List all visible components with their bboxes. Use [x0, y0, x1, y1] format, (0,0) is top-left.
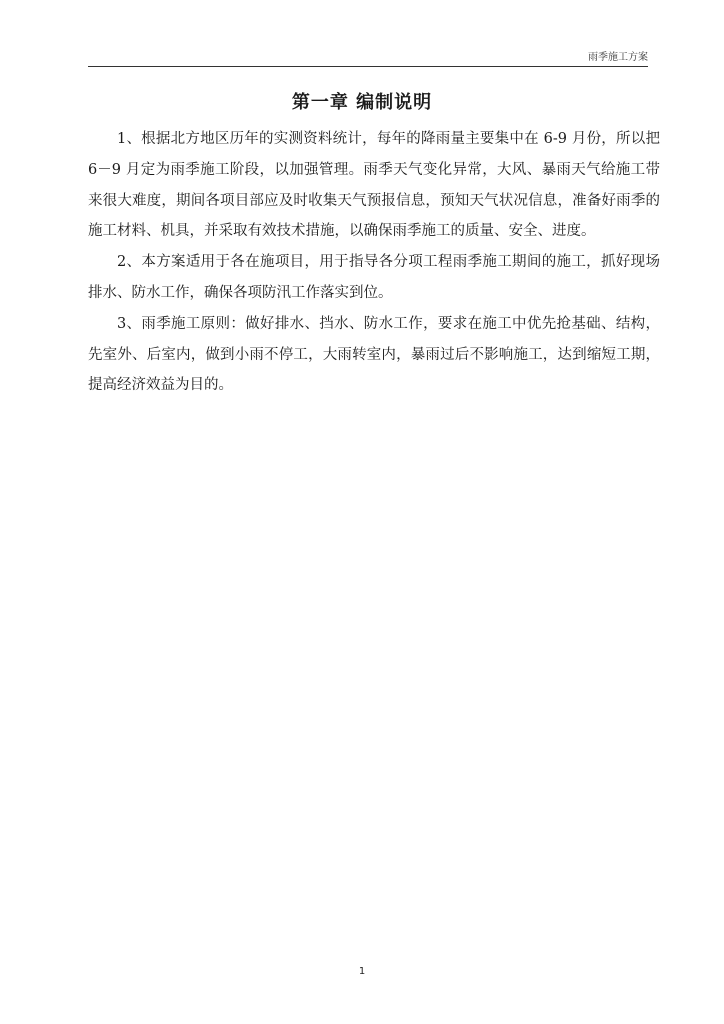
paragraph-3: 3、雨季施工原则：做好排水、挡水、防水工作，要求在施工中优先抢基础、结构，先室外、后室内，做到小雨不停工，大雨转室内，暴雨过后不影响施工，达到缩短工期，提高经济效益为目的。 — [88, 315, 660, 394]
paragraph-2: 2、本方案适用于各在施项目，用于指导各分项工程雨季施工期间的施工，抓好现场排水、防水工作，确保各项防汛工作落实到位。 — [88, 254, 660, 301]
page-number: 1 — [358, 966, 366, 977]
document-body — [88, 124, 660, 401]
chapter-title: 第一章 编制说明 — [291, 92, 433, 113]
page-header — [88, 44, 648, 67]
header-title: 雨季施工方案 — [588, 52, 648, 63]
paragraph-1: 1、根据北方地区历年的实测资料统计，每年的降雨量主要集中在 6-9 月份，所以把 6－9 月定为雨季施工阶段，以加强管理。雨季天气变化异常，大风、暴雨天气给施工带来很大难度，期间各项目部应及时收集天气预报信息，预知天气状况信息，准备好雨季的施工材料、机具，并采取有效技术措施，以确保雨季施工的质量、安全、进度。 — [88, 131, 660, 240]
